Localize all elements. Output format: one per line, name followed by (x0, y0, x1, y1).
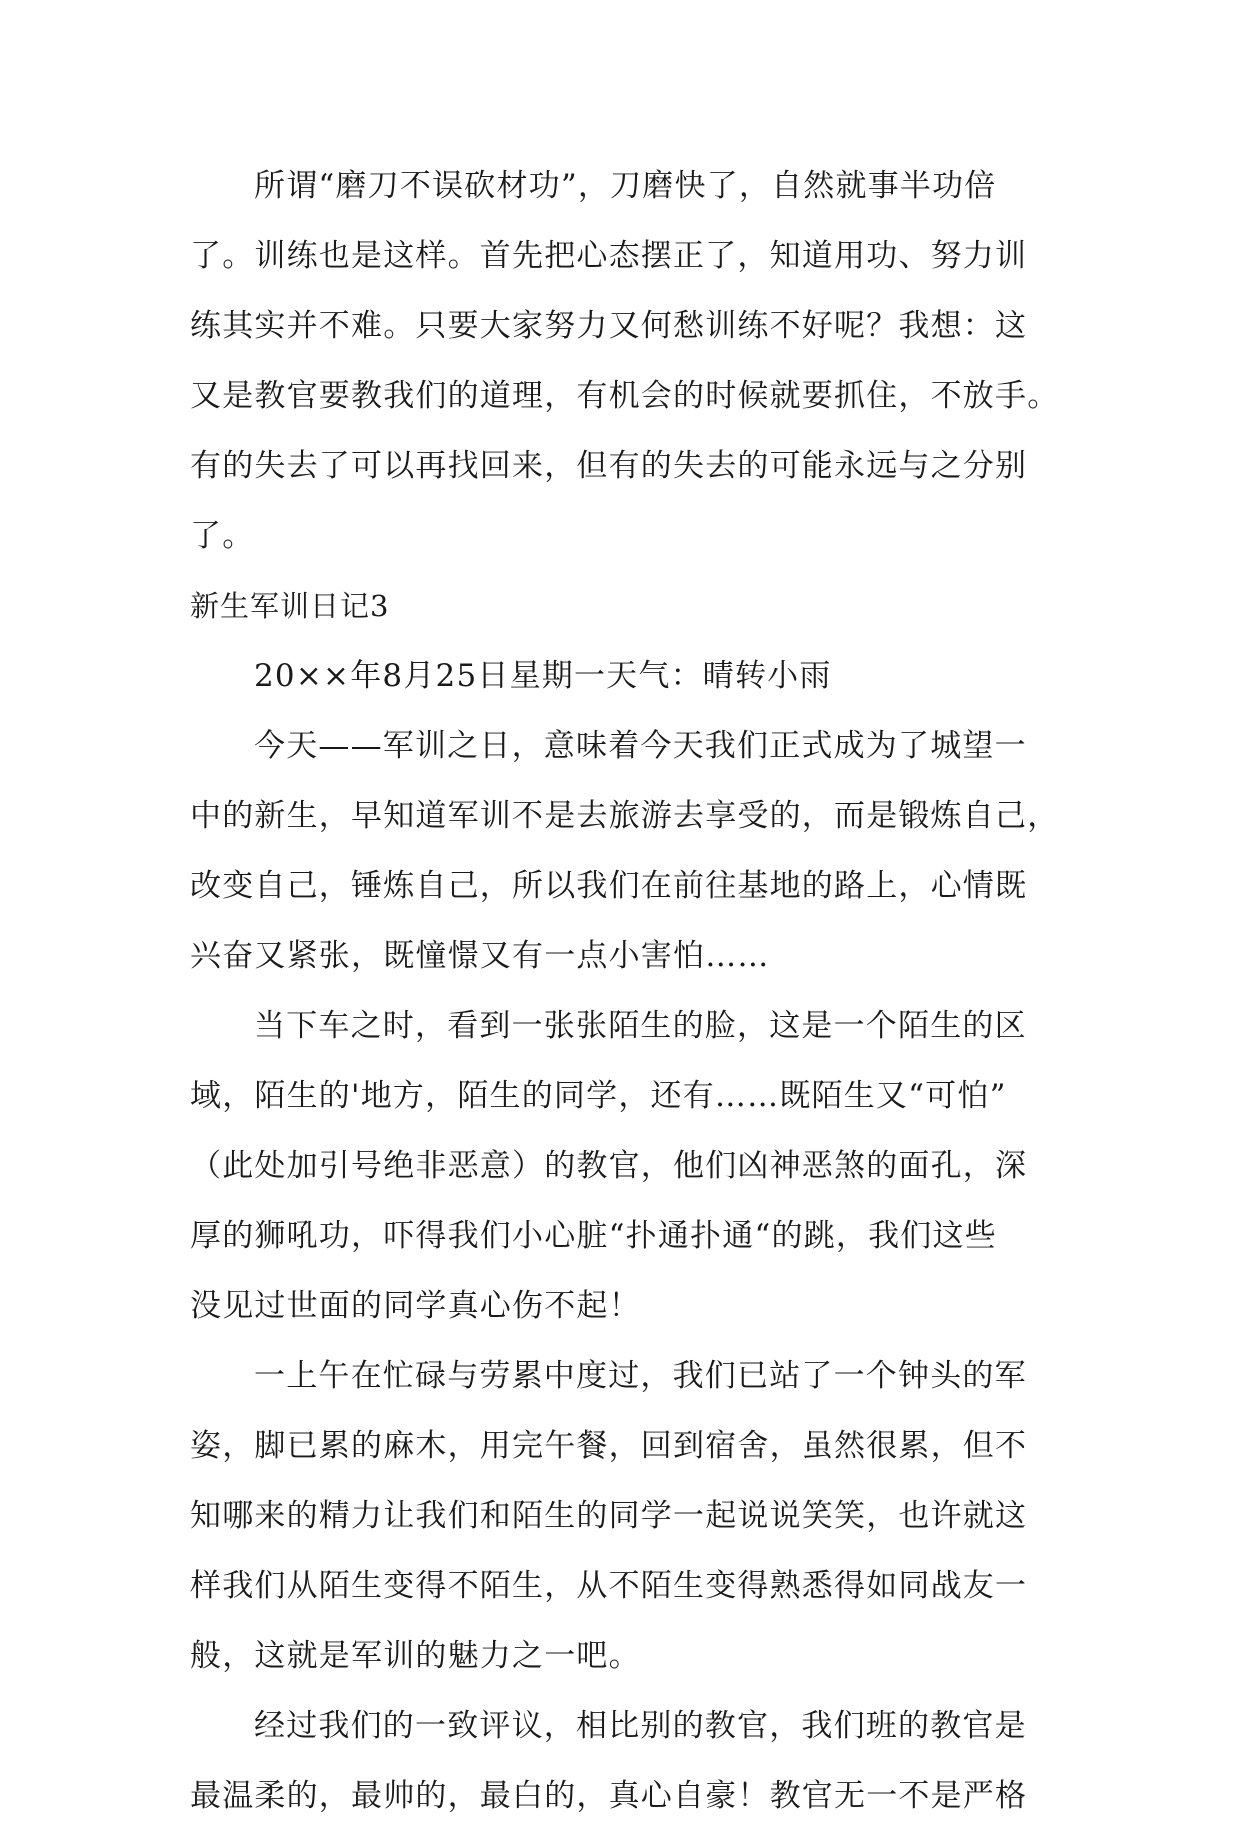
text-line: 姿，脚已累的麻木，用完午餐，回到宿舍，虽然很累，但不 (190, 1428, 1028, 1464)
text-line: 了。 (190, 518, 255, 554)
text-line: 域，陌生的'地方，陌生的同学，还有……既陌生又“可怕” (190, 1078, 1007, 1114)
text-line: 经过我们的一致评议，相比别的教官，我们班的教官是 (254, 1708, 1027, 1744)
text-line: 有的失去了可以再找回来，但有的失去的可能永远与之分别 (190, 448, 1028, 484)
paragraph-4 (190, 1346, 1050, 1696)
paragraph-2 (190, 716, 1060, 996)
text-line: 没见过世面的同学真心伤不起！ (190, 1288, 641, 1324)
text-line: 改变自己，锤炼自己，所以我们在前往基地的路上，心情既 (190, 868, 1028, 904)
text-line: 样我们从陌生变得不陌生，从不陌生变得熟悉得如同战友一 (190, 1568, 1028, 1604)
document-body (190, 156, 1060, 1836)
text-line: 了。训练也是这样。首先把心态摆正了，知道用功、努力训 (190, 238, 1028, 274)
text-line: 所谓“磨刀不误砍材功”，刀磨快了，自然就事半功倍 (254, 168, 997, 204)
text-line: 中的新生，早知道军训不是去旅游去享受的，而是锻炼自己， (190, 798, 1060, 834)
text-line: 兴奋又紧张，既憧憬又有一点小害怕…… (190, 938, 770, 974)
section-title: 新生军训日记3 (190, 589, 390, 623)
text-line: 今天——军训之日，意味着今天我们正式成为了城望一 (254, 728, 1027, 764)
paragraph-3 (190, 996, 1050, 1346)
text-line: 厚的狮吼功，吓得我们小心脏“扑通扑通“的跳，我们这些 (190, 1218, 997, 1254)
paragraph-5 (190, 1696, 1050, 1836)
text-line: 练其实并不难。只要大家努力又何愁训练不好呢？我想：这 (190, 308, 1028, 344)
text-line: 知哪来的精力让我们和陌生的同学一起说说笑笑，也许就这 (190, 1498, 1028, 1534)
paragraph-1 (190, 156, 1060, 576)
text-line: 又是教官要教我们的道理，有机会的时候就要抓住，不放手。 (190, 378, 1060, 414)
text-line: 一上午在忙碌与劳累中度过，我们已站了一个钟头的军 (254, 1358, 1027, 1394)
text-line: 般，这就是军训的魅力之一吧。 (190, 1638, 641, 1674)
text-line: 当下车之时，看到一张张陌生的脸，这是一个陌生的区 (254, 1008, 1027, 1044)
text-line: 最温柔的，最帅的，最白的，真心自豪！教官无一不是严格 (190, 1778, 1028, 1814)
text-line: （此处加引号绝非恶意）的教官，他们凶神恶煞的面孔，深 (190, 1148, 1028, 1184)
date-line: 20××年8月25日星期一天气：晴转小雨 (254, 658, 832, 694)
